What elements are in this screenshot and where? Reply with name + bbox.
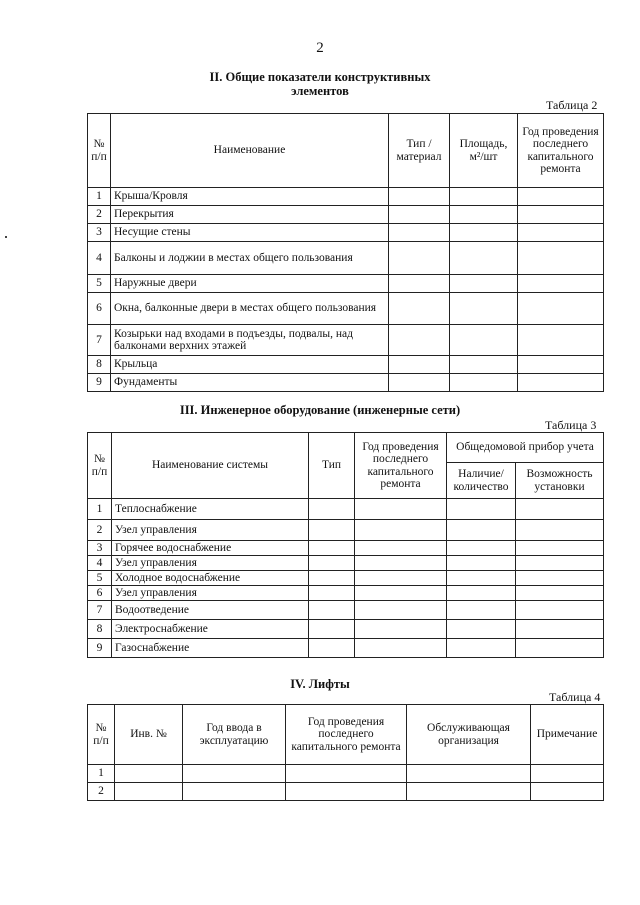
cell-inv[interactable] xyxy=(115,783,183,801)
cell-type[interactable] xyxy=(389,325,450,356)
table-row xyxy=(88,242,604,275)
table-row xyxy=(88,188,604,206)
table-4-label: Таблица 4 xyxy=(549,690,601,704)
page-number: 2 xyxy=(316,40,324,56)
table-row xyxy=(88,556,604,571)
row-name: Водоотведение xyxy=(112,601,309,620)
row-num: 1 xyxy=(88,188,111,206)
cell-year[interactable] xyxy=(518,325,604,356)
scan-speck xyxy=(5,236,7,238)
table-row xyxy=(88,356,604,374)
cell-presence[interactable] xyxy=(447,541,516,556)
cell-possibility[interactable] xyxy=(516,556,604,571)
table-2-label: Таблица 2 xyxy=(546,98,598,112)
cell-year[interactable] xyxy=(518,275,604,293)
row-num: 5 xyxy=(88,275,111,293)
row-name: Теплоснабжение xyxy=(112,499,309,520)
row-name: Крыша/Кровля xyxy=(111,188,389,206)
cell-area[interactable] xyxy=(450,325,518,356)
cell-area[interactable] xyxy=(450,206,518,224)
cell-year[interactable] xyxy=(355,541,447,556)
section-2-title-line2: элементов xyxy=(291,84,349,98)
cell-year[interactable] xyxy=(355,620,447,639)
table-3 xyxy=(87,432,604,658)
row-name: Перекрытия xyxy=(111,206,389,224)
cell-type[interactable] xyxy=(389,224,450,242)
row-name: Козырьки над входами в подъезды, подвалы, над балконами верхних этажей xyxy=(111,325,389,356)
row-num: 2 xyxy=(88,206,111,224)
row-num: 1 xyxy=(88,765,115,783)
cell-type[interactable] xyxy=(309,499,355,520)
table-4 xyxy=(87,704,604,801)
cell-year[interactable] xyxy=(355,520,447,541)
row-num: 8 xyxy=(88,620,112,639)
cell-type[interactable] xyxy=(309,571,355,586)
cell-presence[interactable] xyxy=(447,556,516,571)
row-num: 9 xyxy=(88,374,111,392)
row-name: Окна, балконные двери в местах общего пользования xyxy=(111,293,389,325)
row-num: 1 xyxy=(88,499,112,520)
cell-possibility[interactable] xyxy=(516,571,604,586)
cell-type[interactable] xyxy=(309,586,355,601)
cell-type[interactable] xyxy=(389,242,450,275)
cell-repair-year[interactable] xyxy=(286,765,407,783)
table-row xyxy=(88,586,604,601)
section-3-title: III. Инженерное оборудование (инженерные сети) xyxy=(179,403,461,417)
header-meter-presence: Наличие/ количество xyxy=(447,463,516,499)
row-num: 2 xyxy=(88,520,112,541)
table-row xyxy=(88,783,604,801)
cell-year[interactable] xyxy=(518,374,604,392)
cell-year[interactable] xyxy=(518,206,604,224)
row-name: Горячее водоснабжение xyxy=(112,541,309,556)
header-num: № п/п xyxy=(88,705,115,765)
cell-possibility[interactable] xyxy=(516,541,604,556)
row-name: Газоснабжение xyxy=(112,639,309,658)
section-4-title: IV. Лифты xyxy=(290,677,350,691)
header-meter-possibility: Возможность установки xyxy=(516,463,604,499)
cell-year[interactable] xyxy=(518,293,604,325)
cell-possibility[interactable] xyxy=(516,601,604,620)
table-row xyxy=(88,206,604,224)
cell-year[interactable] xyxy=(355,601,447,620)
header-repair-year: Год проведения последнего капитального ремонта xyxy=(286,705,407,765)
cell-type[interactable] xyxy=(309,601,355,620)
table-row xyxy=(88,571,604,586)
cell-presence[interactable] xyxy=(447,601,516,620)
table-row xyxy=(88,520,604,541)
cell-type[interactable] xyxy=(309,639,355,658)
cell-area[interactable] xyxy=(450,374,518,392)
header-inv-number: Инв. № xyxy=(115,705,183,765)
row-num: 9 xyxy=(88,639,112,658)
row-name: Узел управления xyxy=(112,556,309,571)
row-name: Узел управления xyxy=(112,520,309,541)
header-system-name: Наименование системы xyxy=(112,433,309,499)
row-num: 6 xyxy=(88,293,111,325)
row-num: 4 xyxy=(88,242,111,275)
cell-type[interactable] xyxy=(389,275,450,293)
cell-note[interactable] xyxy=(531,783,604,801)
row-num: 8 xyxy=(88,356,111,374)
cell-year[interactable] xyxy=(355,499,447,520)
cell-presence[interactable] xyxy=(447,571,516,586)
cell-commission-year[interactable] xyxy=(183,765,286,783)
cell-type[interactable] xyxy=(389,356,450,374)
cell-presence[interactable] xyxy=(447,620,516,639)
table-row xyxy=(88,620,604,639)
row-num: 6 xyxy=(88,586,112,601)
header-num: № п/п xyxy=(88,433,112,499)
cell-repair-year[interactable] xyxy=(286,783,407,801)
row-num: 7 xyxy=(88,601,112,620)
cell-org[interactable] xyxy=(407,783,531,801)
cell-type[interactable] xyxy=(389,293,450,325)
cell-type[interactable] xyxy=(389,374,450,392)
table-row xyxy=(88,293,604,325)
cell-presence[interactable] xyxy=(447,499,516,520)
cell-year[interactable] xyxy=(355,639,447,658)
table-row xyxy=(88,374,604,392)
cell-type[interactable] xyxy=(309,556,355,571)
cell-inv[interactable] xyxy=(115,765,183,783)
table-row xyxy=(88,541,604,556)
cell-type[interactable] xyxy=(309,541,355,556)
cell-possibility[interactable] xyxy=(516,586,604,601)
table-row xyxy=(88,224,604,242)
table-row xyxy=(88,601,604,620)
row-name: Холодное водоснабжение xyxy=(112,571,309,586)
cell-year[interactable] xyxy=(518,188,604,206)
cell-year[interactable] xyxy=(355,571,447,586)
table-row xyxy=(88,325,604,356)
header-service-org: Обслуживающая организация xyxy=(407,705,531,765)
cell-area[interactable] xyxy=(450,224,518,242)
cell-presence[interactable] xyxy=(447,520,516,541)
cell-possibility[interactable] xyxy=(516,620,604,639)
cell-presence[interactable] xyxy=(447,639,516,658)
row-num: 2 xyxy=(88,783,115,801)
cell-area[interactable] xyxy=(450,356,518,374)
row-name: Электроснабжение xyxy=(112,620,309,639)
cell-presence[interactable] xyxy=(447,586,516,601)
row-name: Несущие стены xyxy=(111,224,389,242)
row-num: 7 xyxy=(88,325,111,356)
row-num: 4 xyxy=(88,556,112,571)
header-type-material: Тип / материал xyxy=(389,114,450,188)
row-name: Фундаменты xyxy=(111,374,389,392)
cell-possibility[interactable] xyxy=(516,520,604,541)
header-repair-year: Год проведения последнего капитального ремонта xyxy=(518,114,604,188)
header-repair-year: Год проведения последнего капитального ремонта xyxy=(355,433,447,499)
cell-area[interactable] xyxy=(450,188,518,206)
cell-possibility[interactable] xyxy=(516,499,604,520)
section-2-title xyxy=(0,70,640,98)
cell-year[interactable] xyxy=(518,242,604,275)
cell-area[interactable] xyxy=(450,293,518,325)
cell-year[interactable] xyxy=(355,556,447,571)
header-area: Площадь, м²/шт xyxy=(450,114,518,188)
cell-org[interactable] xyxy=(407,765,531,783)
section-2-title-line1: II. Общие показатели конструктивных xyxy=(209,70,431,84)
cell-type[interactable] xyxy=(389,188,450,206)
row-name: Наружные двери xyxy=(111,275,389,293)
cell-type[interactable] xyxy=(389,206,450,224)
table-3-label: Таблица 3 xyxy=(545,418,597,432)
cell-year[interactable] xyxy=(518,224,604,242)
header-note: Примечание xyxy=(531,705,604,765)
row-num: 3 xyxy=(88,541,112,556)
cell-year[interactable] xyxy=(355,586,447,601)
table-row xyxy=(88,765,604,783)
cell-type[interactable] xyxy=(309,620,355,639)
header-name: Наименование xyxy=(111,114,389,188)
row-name: Крыльца xyxy=(111,356,389,374)
header-commission-year: Год ввода в эксплуатацию xyxy=(183,705,286,765)
table-row xyxy=(88,499,604,520)
cell-area[interactable] xyxy=(450,275,518,293)
cell-year[interactable] xyxy=(518,356,604,374)
row-num: 3 xyxy=(88,224,111,242)
table-2 xyxy=(87,113,604,392)
header-num: № п/п xyxy=(88,114,111,188)
cell-note[interactable] xyxy=(531,765,604,783)
row-num: 5 xyxy=(88,571,112,586)
header-type: Тип xyxy=(309,433,355,499)
row-name: Узел управления xyxy=(112,586,309,601)
cell-area[interactable] xyxy=(450,242,518,275)
header-meter-group: Общедомовой прибор учета xyxy=(447,433,604,463)
row-name: Балконы и лоджии в местах общего пользования xyxy=(111,242,389,275)
cell-possibility[interactable] xyxy=(516,639,604,658)
cell-type[interactable] xyxy=(309,520,355,541)
table-row xyxy=(88,275,604,293)
table-row xyxy=(88,639,604,658)
cell-commission-year[interactable] xyxy=(183,783,286,801)
